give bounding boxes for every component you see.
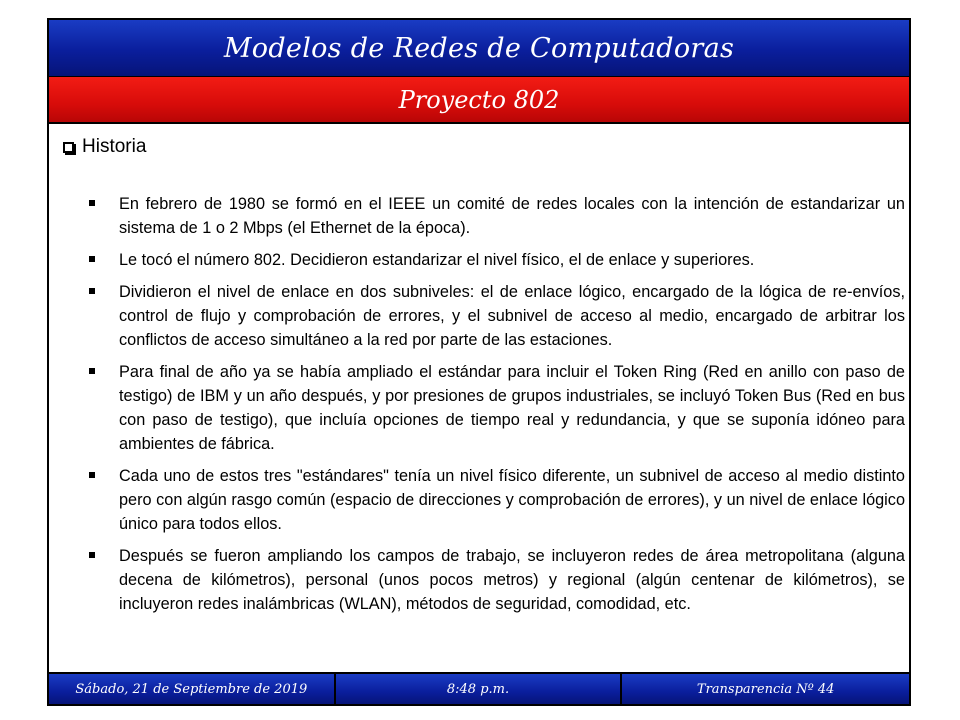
checkbox-bullet-icon [63,142,74,153]
footer-slide-number: Transparencia Nº 44 [696,681,835,697]
bullet-item: Después se fueron ampliando los campos de trabajo, se incluyeron redes de área metropolitana (alguna decena de kilómetros), personal (unos pocos metros) y regional (algún centenar de kilómetros), se incluyeron redes inalámbricas (WLAN), métodos de seguridad, comodidad, etc. [89,544,905,616]
footer-time: 8:48 p.m. [336,674,623,704]
section-heading-label: Historia [82,136,147,157]
bullet-item: Cada uno de estos tres "estándares" tenía un nivel físico diferente, un subnivel de acceso al medio distinto pero con algún rasgo común (espacio de direcciones y comprobación de errores), y un nivel de enlace lógico único para todos ellos. [89,464,905,536]
slide-title: Modelos de Redes de Computadoras [223,32,735,64]
title-bar [49,20,909,77]
square-bullet-icon [89,472,95,478]
slide-frame [47,18,911,706]
square-bullet-icon [89,200,95,206]
square-bullet-icon [89,368,95,374]
square-bullet-icon [89,256,95,262]
square-bullet-icon [89,288,95,294]
bullet-item: Le tocó el número 802. Decidieron estandarizar el nivel físico, el de enlace y superiores. [89,248,905,272]
subtitle-bar [49,77,909,124]
bullet-list [89,192,905,624]
bullet-item: En febrero de 1980 se formó en el IEEE un comité de redes locales con la intención de estandarizar un sistema de 1 o 2 Mbps (el Ethernet de la época). [89,192,905,240]
section-heading [63,136,146,158]
footer-bar [49,672,909,704]
bullet-item: Dividieron el nivel de enlace en dos subniveles: el de enlace lógico, encargado de la lógica de re-envíos, control de flujo y comprobación de errores, y el subnivel de acceso al medio, encargado de arbitrar los conflictos de acceso simultáneo a la red por parte de las estaciones. [89,280,905,352]
square-bullet-icon [89,552,95,558]
slide-subtitle: Proyecto 802 [398,85,560,114]
footer-date: Sábado, 21 de Septiembre de 2019 [49,674,336,704]
bullet-item: Para final de año ya se había ampliado el estándar para incluir el Token Ring (Red en anillo con paso de testigo) de IBM y un año después, y por presiones de grupos industriales, se incluyó Token Bus (Red en bus con paso de testigo), que incluía opciones de tiempo real y redundancia, y que se suponía idóneo para ambientes de fábrica. [89,360,905,456]
slide-content [49,124,909,674]
